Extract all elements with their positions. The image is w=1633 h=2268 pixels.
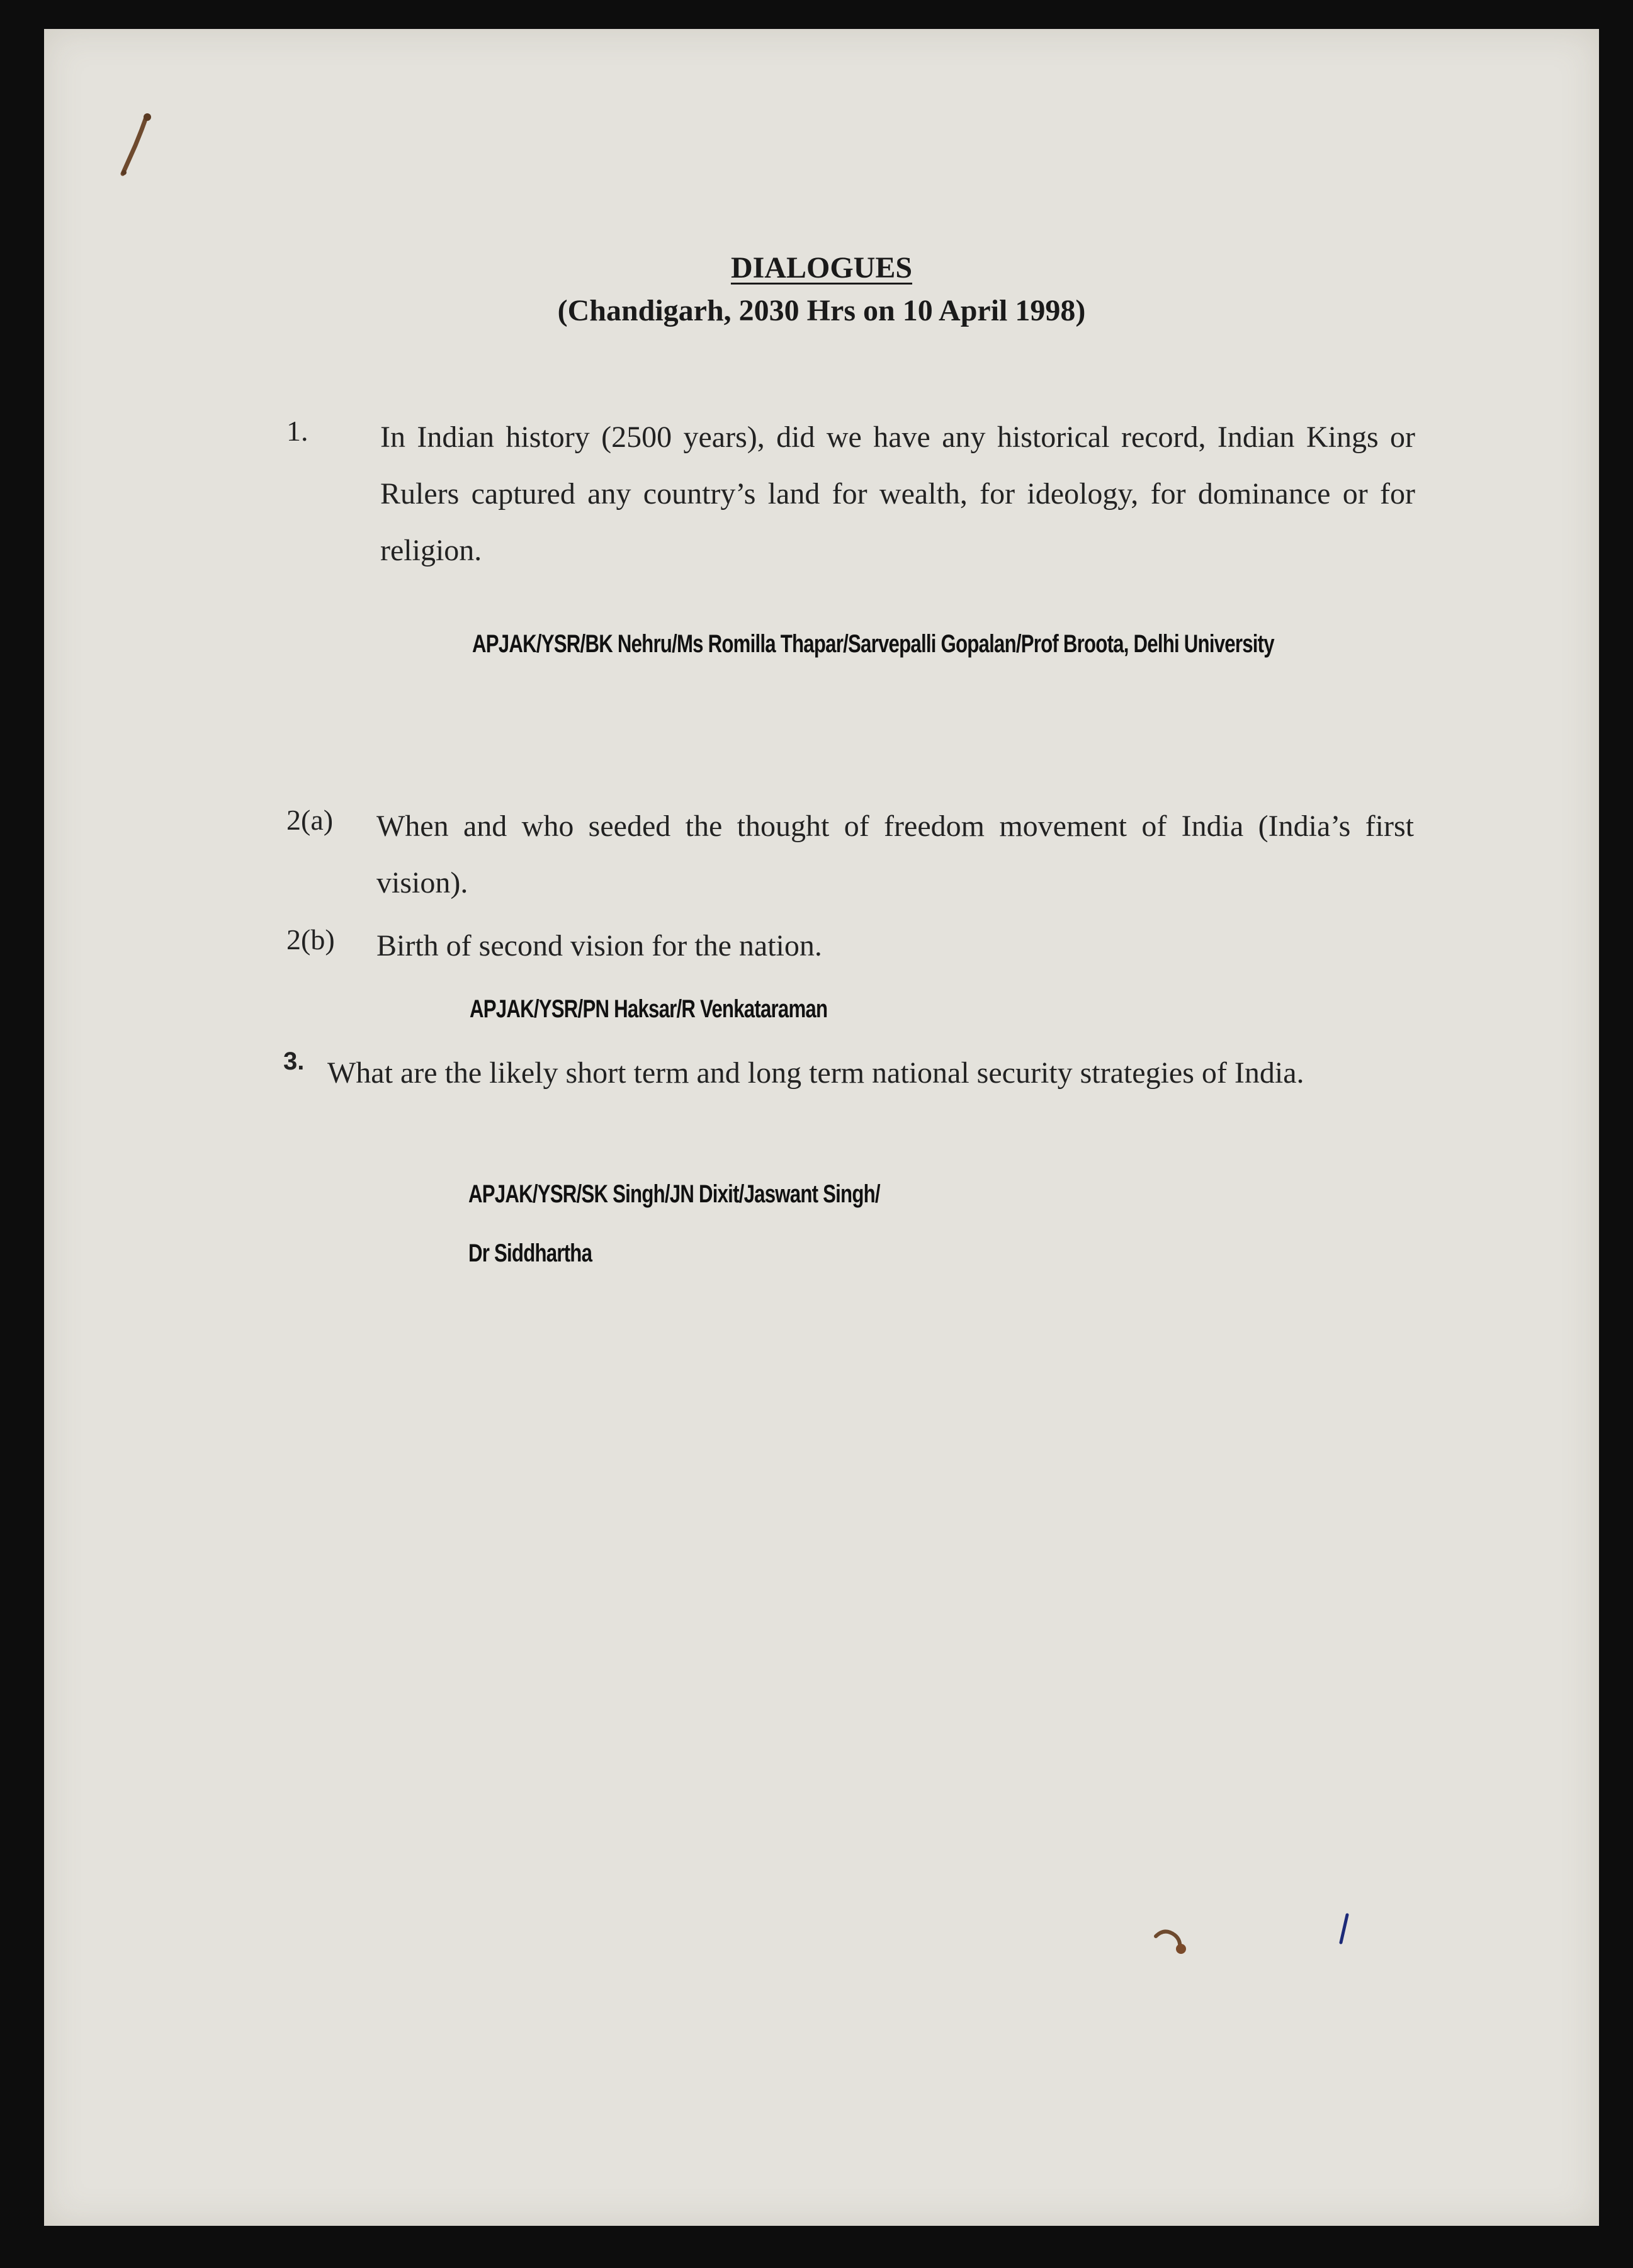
item-attribution: APJAK/YSR/SK Singh/JN Dixit/Jaswant Singh/ (468, 1180, 880, 1208)
item-number: 3. (283, 1047, 305, 1075)
page-title: DIALOGUES (730, 251, 913, 285)
item-number: 2(b) (286, 923, 335, 956)
item-attribution: APJAK/YSR/BK Nehru/Ms Romilla Thapar/Sarvepalli Gopalan/Prof Broota, Delhi University (472, 630, 1274, 658)
item-attribution: Dr Siddhartha (468, 1239, 592, 1267)
item-text: What are the likely short term and long term national security strategies of India. (327, 1056, 1304, 1090)
item-attribution: APJAK/YSR/PN Haksar/R Venkataraman (470, 995, 828, 1023)
rust-stain-mark (116, 111, 154, 180)
item-text: In Indian history (2500 years), did we have any historical record, Indian Kings or Rulers captured any country’s land for wealth, for ideology, for dominance or for religion. (380, 420, 1415, 567)
item-text: When and who seeded the thought of freedom movement of India (India’s first vision). (376, 810, 1414, 900)
pen-mark (1335, 1911, 1353, 1949)
item-number: 1. (286, 415, 308, 447)
item-text: Birth of second vision for the nation. (376, 929, 822, 962)
page-subtitle: (Chandigarh, 2030 Hrs on 10 April 1998) (557, 294, 1086, 327)
document-page (44, 29, 1599, 2226)
item-number: 2(a) (286, 804, 334, 836)
rust-stain-mark (1152, 1924, 1196, 1955)
